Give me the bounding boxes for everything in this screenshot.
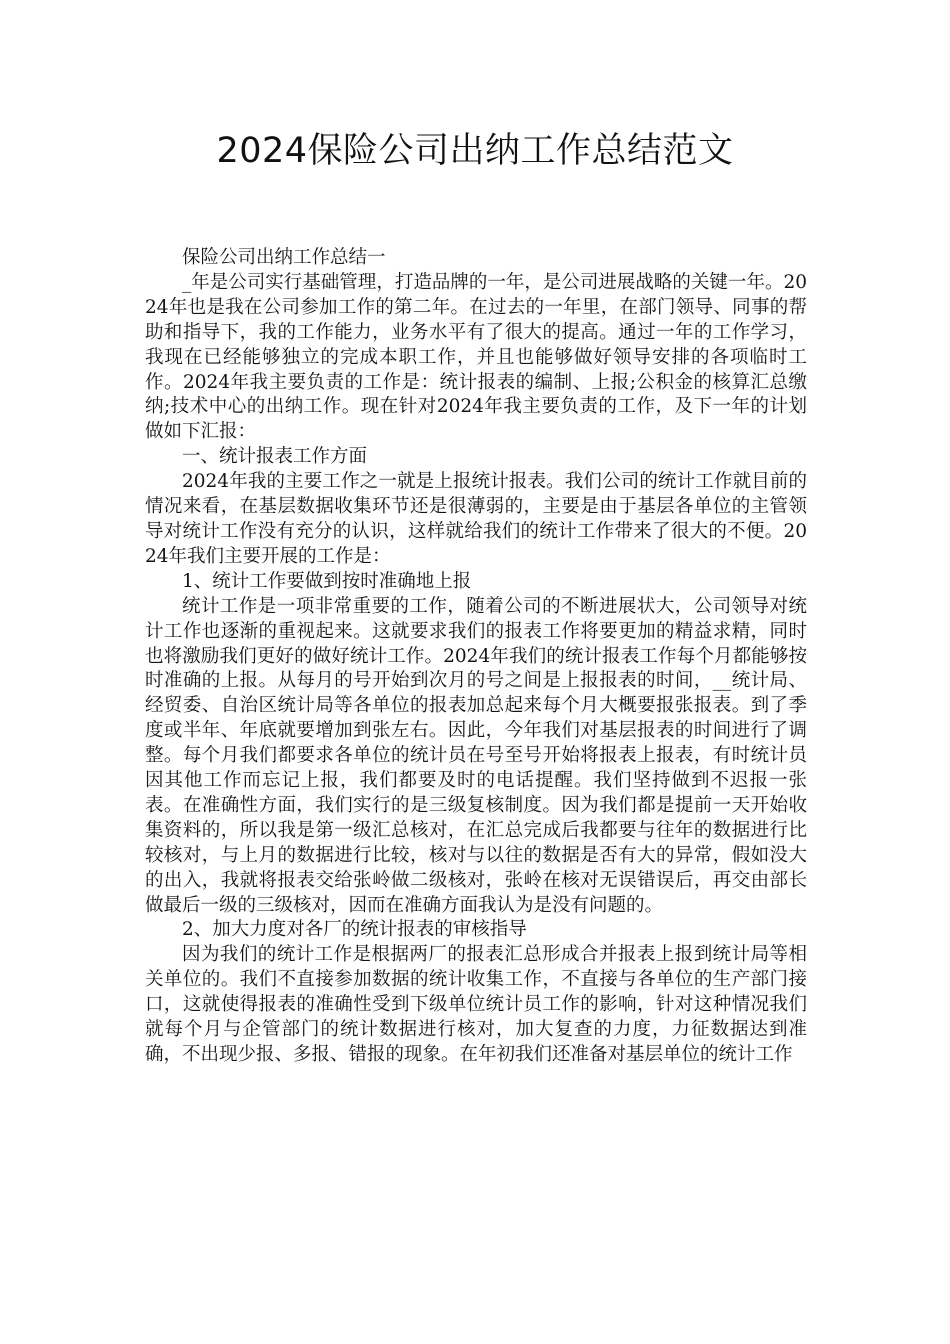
- document-body: [145, 246, 807, 1068]
- paragraph-statistics-overview: 2024年我的主要工作之一就是上报统计报表。我们公司的统计工作就目前的情况来看，在基层数据收集环节还是很薄弱的，主要是由于基层各单位的主管领导对统计工作没有充分的认识，这样就给我们的统计工作带来了很大的不便。2024年我们主要开展的工作是：: [145, 471, 807, 567]
- paragraph-statistics-timeliness: 统计工作是一项非常重要的工作，随着公司的不断进展状大，公司领导对统计工作也逐渐的重视起来。这就要求我们的报表工作将要更加的精益求精，同时也将激励我们更好的做好统计工作。2024年我们的统计报表工作每个月都能够按时准确的上报。从每月的号开始到次月的号之间是上报报表的时间，__统计局、经贸委、自治区统计局等各单位的报表加总起来每个月大概要报张报表。到了季度或半年、年底就要增加到张左右。因此，今年我们对基层报表的时间进行了调整。每个月我们都要求各单位的统计员在号至号开始将报表上报表，有时统计员因其他工作而忘记上报，我们都要及时的电话提醒。我们坚持做到不迟报一张表。在准确性方面，我们实行的是三级复核制度。因为我们都是提前一天开始收集资料的，所以我是第一级汇总核对，在汇总完成后我都要与往年的数据进行比较核对，与上月的数据进行比较，核对与以往的数据是否有大的异常，假如没大的出入，我就将报表交给张岭做二级核对，张岭在核对无误错误后，再交由部长做最后一级的三级核对，因而在准确方面我认为是没有问题的。: [145, 595, 807, 916]
- paragraph-statistics-review: 因为我们的统计工作是根据两厂的报表汇总形成合并报表上报到统计局等相关单位的。我们不直接参加数据的统计收集工作，不直接与各单位的生产部门接口，这就使得报表的准确性受到下级单位统计员工作的影响，针对这种情况我们就每个月与企管部门的统计数据进行核对，加大复查的力度，力征数据达到准确，不出现少报、多报、错报的现象。在年初我们还准备对基层单位的统计工作: [145, 944, 807, 1065]
- paragraph-intro: _年是公司实行基础管理，打造品牌的一年，是公司进展战略的关键一年。2024年也是我在公司参加工作的第二年。在过去的一年里，在部门领导、同事的帮助和指导下，我的工作能力，业务水平有了很大的提高。通过一年的工作学习，我现在已经能够独立的完成本职工作，并且也能够做好领导安排的各项临时工作。2024年我主要负责的工作是：统计报表的编制、上报;公积金的核算汇总缴纳;技术中心的出纳工作。现在针对2024年我主要负责的工作，及下一年的计划做如下汇报：: [145, 271, 807, 443]
- paragraph-subheading-1: 1、统计工作要做到按时准确地上报: [182, 570, 472, 592]
- paragraph-heading-statistics: 一、统计报表工作方面: [182, 446, 368, 468]
- document-title: 2024保险公司出纳工作总结范文: [216, 131, 734, 171]
- paragraph-section-heading: 保险公司出纳工作总结一: [182, 247, 386, 268]
- paragraph-subheading-2: 2、加大力度对各厂的统计报表的审核指导: [182, 919, 527, 941]
